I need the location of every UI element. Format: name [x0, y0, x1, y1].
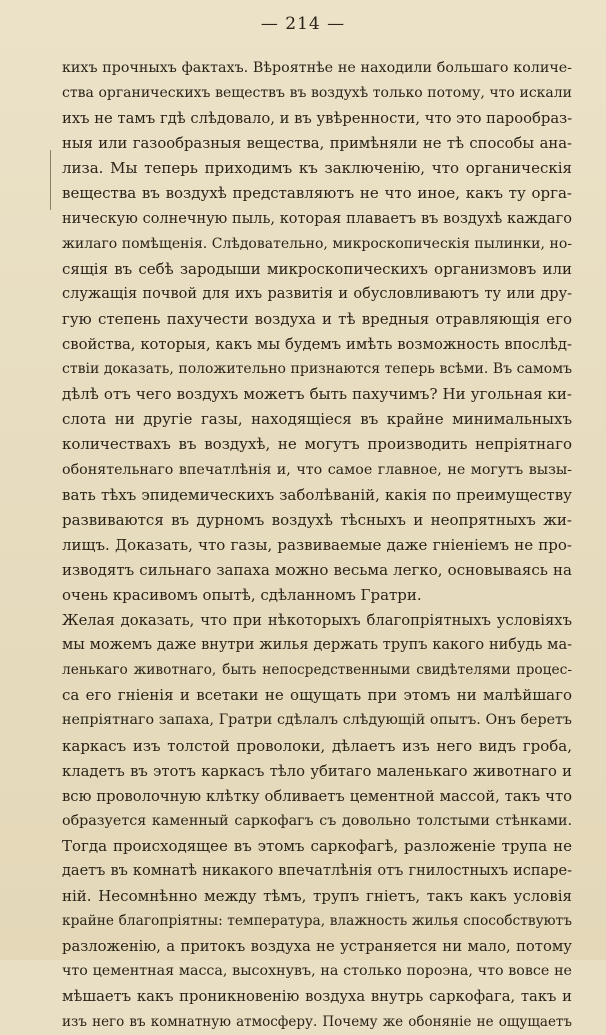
text-line: количествахъ въ воздухѣ, не могутъ производить непріятнаго — [62, 435, 572, 454]
text-line: Тогда происходящее въ этомъ саркофагѣ, разложеніе трупа не — [62, 836, 572, 855]
text-line: ства органическихъ веществъ въ воздухѣ только потому, что искали — [62, 85, 572, 102]
text-line: непріятнаго запаха, Гратри сдѣлалъ слѣдующій опытъ. Онъ беретъ — [62, 712, 572, 729]
text-line: мы можемъ даже внутри жилья держать трупъ какого нибудь ма- — [62, 637, 572, 654]
text-line: развиваются въ дурномъ воздухѣ тѣсныхъ и неопрятныхъ жи- — [62, 510, 572, 529]
text-line: лищъ. Доказать, что газы, развиваемые даже гніеніемъ не про- — [62, 535, 572, 554]
text-line: крайне благопріятны: температура, влажность жилья способствуютъ — [62, 913, 572, 930]
text-line: сящія въ себѣ зародыши микроскопическихъ организмовъ или — [62, 259, 572, 278]
text-line: ихъ не тамъ гдѣ слѣдовало, и въ увѣренности, что это парообраз- — [62, 110, 572, 128]
text-line: обонятельнаго впечатлѣнія и, что самое главное, не могутъ вызы- — [62, 461, 572, 478]
text-line: всю проволочную клѣтку обливаетъ цементной массой, такъ что — [62, 787, 572, 805]
text-line: лиза. Мы теперь приходимъ къ заключенію, что органическія — [62, 159, 572, 178]
text-line: свойства, которыя, какъ мы будемъ имѣть возможность впослѣд- — [62, 336, 572, 354]
text-line: кихъ прочныхъ фактахъ. Вѣроятнѣе не находили большаго количе- — [62, 60, 572, 76]
text-line: гую степень пахучести воздуха и тѣ вредныя отравляющія его — [62, 309, 572, 328]
text-line: вещества въ воздухѣ представляютъ не что иное, какъ ту орга- — [62, 184, 572, 203]
margin-mark — [50, 150, 51, 210]
text-line: даетъ въ комнатѣ никакого впечатлѣнія отъ гнилостныхъ испаре- — [62, 863, 572, 879]
text-line: слота ни другіе газы, находящіеся въ крайне минимальныхъ — [62, 410, 572, 429]
text-line: ствіи доказать, положительно признаются теперь всѣми. Въ самомъ — [62, 361, 572, 378]
text-line: образуется каменный саркофагъ съ довольно толстыми стѣнками. — [62, 812, 572, 829]
text-line: ленькаго животнаго, быть непосредственными свидѣтелями процес- — [62, 662, 572, 679]
text-line: изводятъ сильнаго запаха можно весьма легко, основываясь на — [62, 560, 572, 579]
text-line: са его гніенія и всетаки не ощущать при этомъ ни малѣйшаго — [62, 686, 572, 705]
text-line: изъ него въ комнатную атмосферу. Почему же обоняніе не ощущаетъ — [62, 1013, 572, 1030]
page-number: — 214 — — [260, 14, 346, 34]
text-line: очень красивомъ опытѣ, сдѣланномъ Гратри. — [62, 585, 422, 604]
text-line: разложенію, а притокъ воздуха не устраняется ни мало, потому — [62, 938, 572, 956]
text-line: Желая доказать, что при нѣкоторыхъ благопріятныхъ условіяхъ — [62, 612, 572, 630]
text-line: ныя или газообразныя вещества, примѣняли не тѣ способы ана- — [62, 135, 572, 153]
text-line: ническую солнечную пыль, которая плаваетъ въ воздухѣ каждаго — [62, 210, 572, 227]
text-line: ній. Несомнѣнно между тѣмъ, трупъ гніетъ, такъ какъ условія — [62, 887, 572, 906]
text-line: служащія почвой для ихъ развитія и обусловливаютъ ту или дру- — [62, 285, 572, 302]
text-line: кладетъ въ этотъ каркасъ тѣло убитаго маленькаго животнаго и — [62, 762, 572, 780]
text-line: мѣшаетъ какъ проникновенію воздуха внутрь саркофага, такъ и — [62, 988, 572, 1006]
text-line: вать тѣхъ эпидемическихъ заболѣваній, какія по преимуществу — [62, 485, 572, 504]
text-line: жилаго помѣщенія. Слѣдовательно, микроскопическія пылинки, но- — [62, 235, 572, 252]
text-line: дѣлѣ отъ чего воздухъ можетъ быть пахучимъ? Ни угольная ки- — [62, 385, 572, 404]
text-line: что цементная масса, высохнувъ, на столько пороэна, что вовсе не — [62, 963, 572, 980]
body-text — [62, 56, 572, 1035]
text-line: каркасъ изъ толстой проволоки, дѣлаетъ изъ него видъ гроба, — [62, 736, 572, 755]
